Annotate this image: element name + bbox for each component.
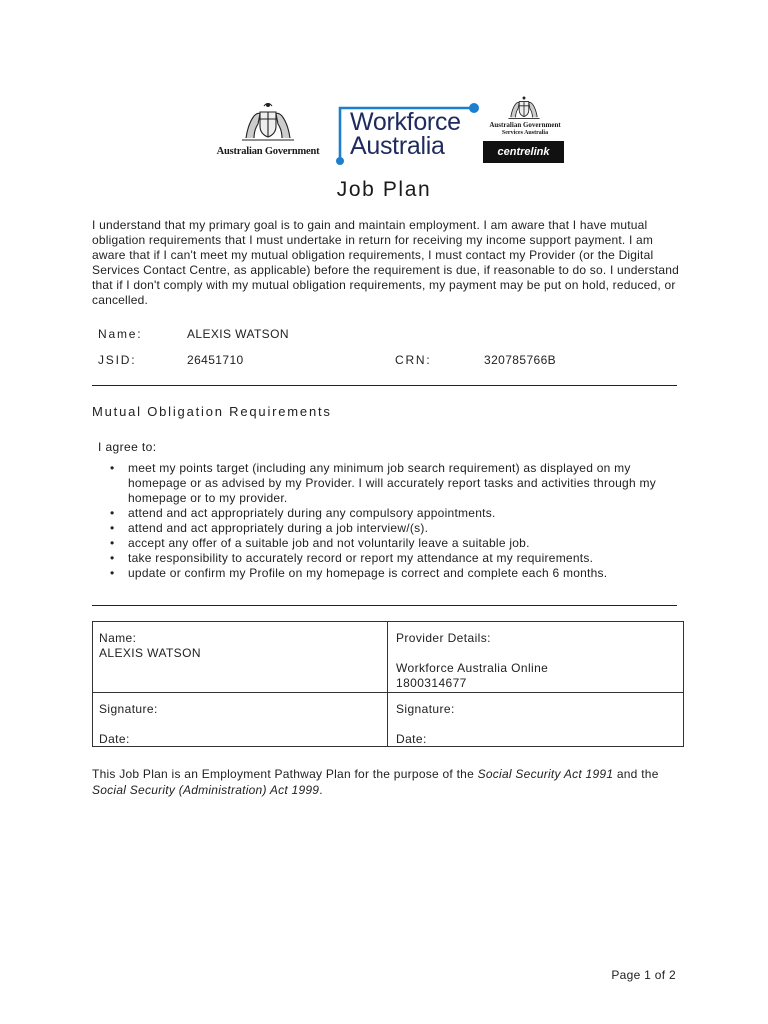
- footnote-prefix: This Job Plan is an Employment Pathway Plan for the purpose of the: [92, 767, 478, 781]
- table-divider: [387, 622, 388, 746]
- section-heading: Mutual Obligation Requirements: [92, 404, 332, 419]
- name-value: ALEXIS WATSON: [187, 327, 289, 341]
- workforce-logo-line1: Workforce: [350, 108, 461, 136]
- coat-of-arms-icon: [506, 94, 542, 120]
- footnote-suffix: .: [319, 783, 323, 797]
- services-logo-line2: Services Australia: [501, 130, 549, 136]
- provider-date-label: Date:: [396, 732, 427, 746]
- page-title: Job Plan: [336, 178, 432, 201]
- australian-government-logo: [206, 100, 330, 162]
- jsid-value: 26451710: [187, 353, 244, 367]
- list-item: • accept any offer of a suitable job and not voluntarily leave a suitable job.: [108, 536, 688, 551]
- centrelink-badge: centrelink: [483, 141, 564, 163]
- requirements-list: [108, 461, 688, 581]
- provider-signature-label: Signature:: [396, 702, 455, 716]
- table-divider: [93, 692, 683, 693]
- name-label: Name:: [98, 327, 143, 341]
- provider-phone: 1800314677: [396, 676, 467, 690]
- list-item: • meet my points target (including any minimum job search requirement) as displayed on my homepage or as advised by my Provider. I will accurately report tasks and activities through my homepage or to my provider.: [108, 461, 688, 506]
- jsid-label: JSID:: [98, 353, 137, 367]
- act-1999: Social Security (Administration) Act 1999: [92, 783, 320, 797]
- crn-value: 320785766B: [484, 353, 557, 367]
- table-name-label: Name:: [99, 631, 137, 645]
- divider: [92, 605, 677, 606]
- list-item: • take responsibility to accurately record or report my attendance at my requirements.: [108, 551, 688, 566]
- list-item: • update or confirm my Profile on my homepage is correct and complete each 6 months.: [108, 566, 688, 581]
- footnote-middle: and the: [613, 767, 659, 781]
- agree-text: I agree to:: [98, 440, 157, 454]
- divider: [92, 385, 677, 386]
- signature-table: [92, 621, 684, 747]
- services-logo-line1: Australian Government: [489, 121, 561, 129]
- provider-name: Workforce Australia Online: [396, 661, 549, 675]
- table-name-value: ALEXIS WATSON: [99, 646, 201, 660]
- services-australia-logo: [484, 94, 566, 170]
- footnote: [92, 766, 692, 798]
- provider-details-label: Provider Details:: [396, 631, 491, 645]
- list-item: • attend and act appropriately during any compulsory appointments.: [108, 506, 688, 521]
- signature-label: Signature:: [99, 702, 158, 716]
- date-label: Date:: [99, 732, 130, 746]
- intro-paragraph: I understand that my primary goal is to gain and maintain employment. I am aware that I have mutual obligation requirements that I must undertake in return for receiving my income support payment. I am aware that if I can't meet my mutual obligation requirements, I must contact my Provider (or the Digital Services Contact Centre, as applicable) before the requirement is due, if reasonable to do so. I understand that if I don't comply with my mutual obligation requirements, my payment may be put on hold, reduced, or cancelled.: [92, 218, 680, 307]
- crn-label: CRN:: [395, 353, 432, 367]
- ag-logo-text: Australian Government: [216, 146, 320, 157]
- act-1991: Social Security Act 1991: [477, 767, 614, 781]
- workforce-logo-line2: Australia: [350, 132, 445, 160]
- page-number: Page 1 of 2: [611, 968, 676, 982]
- workforce-australia-logo: [332, 98, 482, 168]
- list-item: • attend and act appropriately during a job interview/(s).: [108, 521, 688, 536]
- coat-of-arms-icon: [238, 100, 298, 142]
